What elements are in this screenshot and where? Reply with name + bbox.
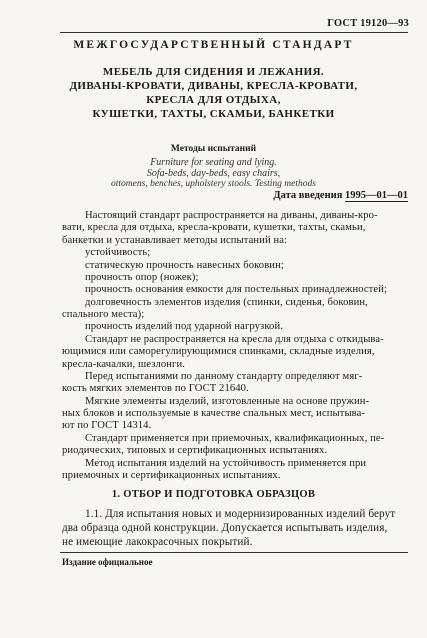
body-line: долговечность элементов изделия (спинки, сиденья, боковин, <box>85 296 368 308</box>
section-line: 1.1. Для испытания новых и модернизированных изделий берут <box>85 508 396 520</box>
official-edition-label: Издание официальное <box>62 557 153 567</box>
gost-code: ГОСТ 19120—93 <box>327 18 409 29</box>
english-title-line: Furniture for seating and lying. <box>150 157 277 168</box>
body-line: ют по ГОСТ 14314. <box>62 420 152 432</box>
english-title-line: ottomens, benches, upholstery stools. Testing methods <box>111 179 316 189</box>
body-line: банкетки и устанавливает методы испытаний на: <box>62 234 288 246</box>
body-line: приемочных и сертификационных испытаниях. <box>62 470 281 481</box>
body-line: кресла-качалки, шезлонги. <box>62 358 186 370</box>
body-line: Перед испытаниями по данному стандарту определяют мяг- <box>85 370 363 382</box>
introduction-date <box>273 190 408 201</box>
date-label: Дата введения <box>273 190 343 201</box>
title-line: МЕБЕЛЬ ДЛЯ СИДЕНИЯ И ЛЕЖАНИЯ. <box>102 66 325 78</box>
body-line: прочность изделий под ударной нагрузкой. <box>85 321 283 333</box>
body-line: устойчивость; <box>85 247 151 259</box>
body-line: прочность опор (ножек); <box>85 271 199 283</box>
title-line: КРЕСЛА ДЛЯ ОТДЫХА, <box>146 94 281 106</box>
section-line: не имеющие лакокрасочных покрытий. <box>62 536 253 548</box>
section-heading: 1. ОТБОР И ПОДГОТОВКА ОБРАЗЦОВ <box>111 489 316 500</box>
date-value: 1995—01—01 <box>345 190 408 201</box>
header-divider <box>60 32 408 33</box>
body-line: Мягкие элементы изделий, изготовленные на основе пружин- <box>85 395 370 407</box>
body-line: ных блоков и используемые в качестве спальных мест, испытыва- <box>62 408 366 420</box>
body-line: вати, кресла для отдыха, кресла-кровати, кушетки, тахты, скамьи, <box>62 222 366 234</box>
body-line: Стандарт не распространяется на кресла для отдыха с откидыва- <box>85 333 384 345</box>
body-line: кость мягких элементов по ГОСТ 21640. <box>62 383 249 395</box>
methods-label: Методы испытаний <box>170 144 257 154</box>
body-line: Стандарт применяется при приемочных, квалификационных, пе- <box>85 432 385 444</box>
body-line: Настоящий стандарт распространяется на диваны, диваны-кро- <box>85 210 378 221</box>
body-line: спального места); <box>62 309 145 321</box>
standard-type: МЕЖГОСУДАРСТВЕННЫЙ СТАНДАРТ <box>73 39 354 51</box>
title-line: КУШЕТКИ, ТАХТЫ, СКАМЬИ, БАНКЕТКИ <box>92 108 335 120</box>
title-line: ДИВАНЫ-КРОВАТИ, ДИВАНЫ, КРЕСЛА-КРОВАТИ, <box>69 80 358 92</box>
body-line: ющимися или саморегулирующимися спинками, складные изделия, <box>62 346 375 358</box>
body-line: прочность основания емкости для постельных принадлежностей; <box>85 284 388 296</box>
footer-divider <box>60 552 408 553</box>
body-line: риодических, типовых и сертификационных испытаниях. <box>62 445 328 457</box>
section-line: два образца одной конструкции. Допускается испытывать изделия, <box>62 522 388 534</box>
body-line: Метод испытания изделий на устойчивость применяется при <box>85 457 367 469</box>
body-line: статическую прочность навесных боковин; <box>85 259 284 271</box>
english-title-line: Sofa-beds, day-beds, easy chairs, <box>146 168 281 179</box>
